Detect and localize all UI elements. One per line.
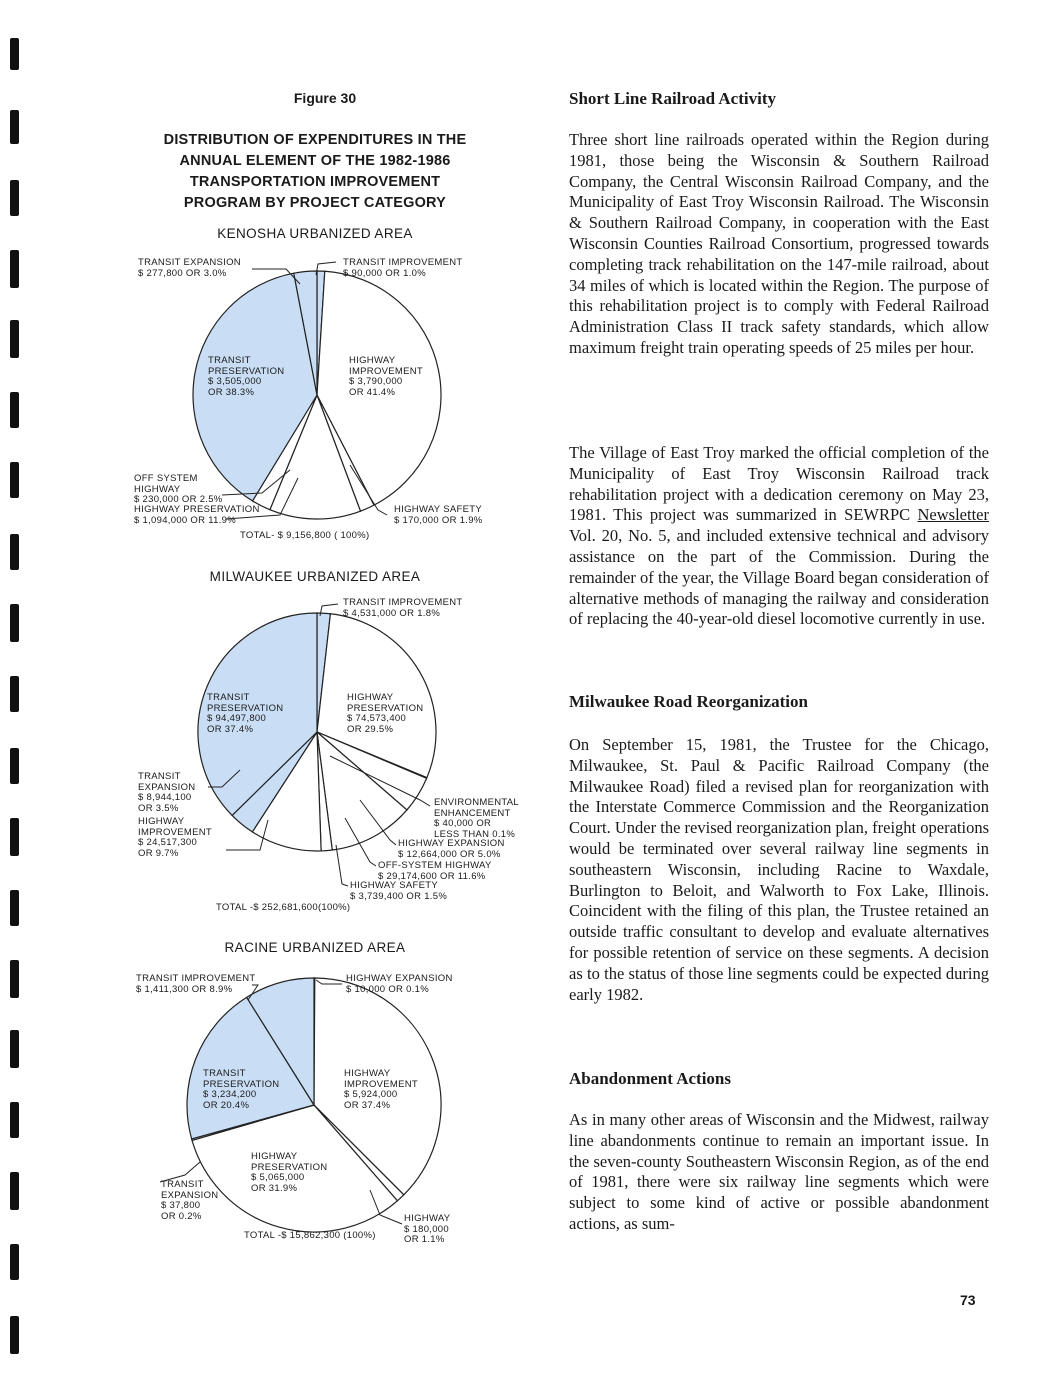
figure-label: Figure 30 [293, 90, 357, 106]
m-highway-preservation-label: HIGHWAY PRESERVATION $ 74,573,400 OR 29.5% [347, 692, 424, 735]
m-highway-safety-label: HIGHWAY SAFETY $ 3,739,400 OR 1.5% [350, 880, 448, 902]
r-total: TOTAL -$ 15,862,300 (100%) [244, 1230, 376, 1241]
pie-charts [0, 0, 560, 1260]
r-transit-improvement-label: TRANSIT IMPROVEMENT $ 1,411,300 OR 8.9% [136, 973, 256, 995]
m-highway-expansion-label: HIGHWAY EXPANSION $ 12,664,000 OR 5.0% [398, 838, 505, 860]
r-highway-preservation-label: HIGHWAY PRESERVATION $ 5,065,000 OR 31.9% [251, 1151, 328, 1194]
k-transit-expansion-label: TRANSIT EXPANSION $ 277,800 OR 3.0% [138, 257, 241, 279]
page-number: 73 [960, 1292, 976, 1308]
r-highway-expansion-label: HIGHWAY EXPANSION $ 10,000 OR 0.1% [346, 973, 453, 995]
m-transit-expansion-label: TRANSIT EXPANSION $ 8,944,100 OR 3.5% [138, 771, 196, 814]
paragraph-milwaukee-road: On September 15, 1981, the Trustee for the Chicago, Milwaukee, St. Paul & Pacific Railroad Company (the Milwaukee Road) filed a revised plan for reorganization with the Interstate Commerce Commission and the Reorganization Court. Under the revised reorganization plan, freight operations would be terminated over several railway line segments in southeastern Wisconsin, including Racine to Waxdale, Burlington to Beloit, and Walworth to Fox Lake, Illinois. Coincident with the filing of this plan, the Trustee retained an outside traffic consultant to develop and evaluate alternatives for possible retention of service on these segments. A decision as to the status of those line segments could be expected during early 1982. [569, 735, 989, 1004]
m-highway-improvement-label: HIGHWAY IMPROVEMENT $ 24,517,300 OR 9.7% [138, 816, 213, 859]
heading-short-line: Short Line Railroad Activity [569, 89, 776, 108]
m-transit-preservation-label: TRANSIT PRESERVATION $ 94,497,800 OR 37.4% [207, 692, 284, 735]
paragraph-east-troy: The Village of East Troy marked the official completion of the Municipality of East Troy Wisconsin Railroad track rehabilitation project with a dedication ceremony on May 23, 1981. This project was summarized in SEWRPC Newsletter Vol. 20, No. 5, and included extensive technical and advisory assistance on the part of the Commission. During the remainder of the year, the Village Board began consideration of alternative methods of managing the railway and consideration of replacing the 40-year-old diesel locomotive currently in use. [569, 443, 989, 629]
paragraph-abandonment: As in many other areas of Wisconsin and the Midwest, railway line abandonments continue to remain an important issue. In the seven-county Southeastern Wisconsin Region, as of the end of 1981, there were six railway line segments which were subject to some kind of active or possible abandonment actions, as sum- [569, 1110, 989, 1233]
figure-title-line: DISTRIBUTION OF EXPENDITURES IN THE [163, 132, 467, 148]
figure-title-line: ANNUAL ELEMENT OF THE 1982-1986 [179, 153, 451, 169]
figure-title-line: PROGRAM BY PROJECT CATEGORY [183, 195, 447, 211]
m-transit-improvement-label: TRANSIT IMPROVEMENT $ 4,531,000 OR 1.8% [343, 597, 463, 619]
heading-milwaukee-road: Milwaukee Road Reorganization [569, 692, 808, 711]
figure-title-line: TRANSPORTATION IMPROVEMENT [189, 174, 441, 190]
k-highway-safety-label: HIGHWAY SAFETY $ 170,000 OR 1.9% [394, 504, 483, 526]
k-highway-improvement-label: HIGHWAY IMPROVEMENT $ 3,790,000 OR 41.4% [349, 355, 424, 398]
r-highway-label: HIGHWAY $ 180,000 OR 1.1% [404, 1213, 451, 1245]
r-transit-expansion-label: TRANSIT EXPANSION $ 37,800 OR 0.2% [161, 1179, 219, 1222]
leader-line [336, 845, 348, 886]
k-transit-improvement-label: TRANSIT IMPROVEMENT $ 90,000 OR 1.0% [343, 257, 463, 279]
r-highway-improvement-label: HIGHWAY IMPROVEMENT $ 5,924,000 OR 37.4% [344, 1068, 419, 1111]
heading-abandonment: Abandonment Actions [569, 1069, 732, 1088]
k-highway-preservation-label: HIGHWAY PRESERVATION $ 1,094,000 OR 11.9% [134, 504, 260, 526]
kenosha-chart-title: KENOSHA URBANIZED AREA [217, 226, 413, 241]
racine-chart-title: RACINE URBANIZED AREA [224, 940, 406, 955]
paragraph-short-line: Three short line railroads operated within the Region during 1981, those being the Wisconsin & Southern Railroad Company, the Central Wisconsin Railroad Company, and the Municipality of East Troy Wisconsin Railroad. The Wisconsin & Southern Railroad Company, in cooperation with the East Wisconsin Counties Railroad Consortium, progressed towards completing track rehabilitation on the 147-mile railroad, about 34 miles of which is located within the Region. The purpose of this rehabilitation project is to comply with Federal Railroad Administration Class II track safety standards, which allow maximum freight train operating speeds of 25 miles per hour. [569, 130, 989, 357]
r-transit-preservation-label: TRANSIT PRESERVATION $ 3,234,200 OR 20.4% [203, 1068, 280, 1111]
m-environmental-label: ENVIRONMENTAL ENHANCEMENT $ 40,000 OR LESS THAN 0.1% [434, 797, 520, 840]
m-off-system-label: OFF-SYSTEM HIGHWAY $ 29,174,600 OR 11.6% [378, 860, 492, 882]
k-transit-preservation-label: TRANSIT PRESERVATION $ 3,505,000 OR 38.3% [208, 355, 285, 398]
k-total: TOTAL- $ 9,156,800 ( 100%) [240, 530, 370, 541]
milwaukee-chart-title: MILWAUKEE URBANIZED AREA [209, 569, 421, 584]
k-off-system-label: OFF SYSTEM HIGHWAY $ 230,000 OR 2.5% [134, 473, 223, 505]
m-total: TOTAL -$ 252,681,600(100%) [216, 902, 351, 913]
